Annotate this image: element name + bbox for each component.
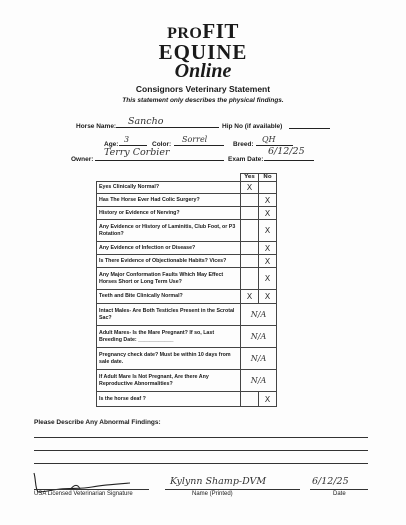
question-label: Has The Horse Ever Had Colic Surgery? xyxy=(97,194,241,207)
no-answer[interactable]: X xyxy=(259,255,277,268)
logo-equine-text: EQUINE xyxy=(158,40,248,64)
no-answer[interactable]: X xyxy=(259,290,277,304)
table-row xyxy=(97,207,277,220)
table-row xyxy=(97,290,277,304)
abnormal-findings-label: Please Describe Any Abnormal Findings: xyxy=(34,419,161,426)
findings-line-3[interactable] xyxy=(34,463,368,464)
yes-answer[interactable] xyxy=(241,207,259,220)
question-label: Any Evidence of Infection or Disease? xyxy=(97,242,241,255)
table-row xyxy=(97,242,277,255)
table-header-row xyxy=(97,174,277,182)
horse-name-label: Horse Name: xyxy=(76,123,117,130)
signature-date-value: 6/12/25 xyxy=(312,476,349,487)
question-label: If Adult Mare Is Not Pregnant, Are there Any Reproductive Abnormalities? xyxy=(97,370,241,392)
age-value: 3 xyxy=(124,135,130,144)
no-header: No xyxy=(259,174,277,182)
question-label: Is the horse deaf ? xyxy=(97,392,241,407)
yes-answer[interactable]: N/A xyxy=(241,326,277,348)
printed-name-label: Name (Printed) xyxy=(192,491,233,497)
no-answer[interactable]: X xyxy=(259,392,277,407)
no-answer[interactable]: X xyxy=(259,194,277,207)
horse-name-value: Sancho xyxy=(128,116,164,127)
hip-no-label: Hip No (if available) xyxy=(222,123,283,130)
no-answer[interactable]: X xyxy=(259,268,277,290)
question-label: Eyes Clinically Normal? xyxy=(97,182,241,194)
findings-line-2[interactable] xyxy=(34,450,368,451)
question-label: Teeth and Bite Clinically Normal? xyxy=(97,290,241,304)
yes-answer[interactable] xyxy=(241,255,259,268)
yes-answer[interactable]: X xyxy=(241,182,259,194)
signature-date-line[interactable] xyxy=(310,489,368,490)
yes-answer[interactable] xyxy=(241,392,259,407)
logo-online-text: Online xyxy=(174,60,232,82)
owner-label: Owner: xyxy=(71,156,94,163)
logo-pro-text: PRO xyxy=(167,25,203,42)
yes-answer[interactable] xyxy=(241,268,259,290)
no-answer[interactable]: X xyxy=(259,242,277,255)
color-label: Color: xyxy=(152,141,172,148)
yes-header: Yes xyxy=(241,174,259,182)
question-label: Is There Evidence of Objectionable Habits? Vices? xyxy=(97,255,241,268)
findings-line-1[interactable] xyxy=(34,437,368,438)
signature-date-label: Date xyxy=(333,491,346,497)
no-answer[interactable]: X xyxy=(259,220,277,242)
table-header-blank xyxy=(97,174,241,182)
table-row xyxy=(97,182,277,194)
question-label: Any Evidence or History of Laminitis, Club Foot, or P3 Rotation? xyxy=(97,220,241,242)
table-row xyxy=(97,268,277,290)
printed-name-value: Kylynn Shamp-DVM xyxy=(170,476,267,487)
exam-date-label: Exam Date: xyxy=(228,156,264,163)
yes-answer[interactable] xyxy=(241,220,259,242)
no-answer[interactable] xyxy=(259,182,277,194)
form-title: Consignors Veterinary Statement xyxy=(135,84,271,94)
age-label: Age: xyxy=(104,141,119,148)
breed-value: QH xyxy=(262,135,276,144)
color-value: Sorrel xyxy=(182,135,208,144)
table-row xyxy=(97,304,277,326)
yes-answer[interactable]: N/A xyxy=(241,370,277,392)
yes-answer[interactable]: N/A xyxy=(241,348,277,370)
table-row xyxy=(97,370,277,392)
findings-table xyxy=(96,173,277,407)
yes-answer[interactable]: X xyxy=(241,290,259,304)
table-row xyxy=(97,326,277,348)
yes-answer[interactable] xyxy=(241,194,259,207)
table-row xyxy=(97,392,277,407)
form-subtitle: This statement only describes the physical findings. xyxy=(122,97,284,104)
no-answer[interactable]: X xyxy=(259,207,277,220)
table-row xyxy=(97,194,277,207)
question-label: Pregnancy check date? Must be within 10 days from sale date. xyxy=(97,348,241,370)
table-row xyxy=(97,348,277,370)
table-row xyxy=(97,220,277,242)
exam-date-value: 6/12/25 xyxy=(268,146,305,157)
proequine-logo xyxy=(0,19,406,82)
table-row xyxy=(97,255,277,268)
yes-answer[interactable]: N/A xyxy=(241,304,277,326)
signature-label: USA Licensed Veterinarian Signature xyxy=(34,491,133,497)
signature-line[interactable] xyxy=(34,489,149,490)
question-label: Any Major Conformation Faults Which May Effect Horses Short or Long Term Use? xyxy=(97,268,241,290)
logo-fit-text: FIT xyxy=(202,19,239,43)
breed-label: Breed: xyxy=(233,141,254,148)
question-label: History or Evidence of Nerving? xyxy=(97,207,241,220)
question-label: Adult Mares- Is the Mare Pregnant? If so, Last Breeding Date: ____________ xyxy=(97,326,241,348)
printed-name-line[interactable] xyxy=(165,489,300,490)
question-label: Intact Males- Are Both Testicles Present in the Scrotal Sac? xyxy=(97,304,241,326)
yes-answer[interactable] xyxy=(241,242,259,255)
hip-no-field[interactable] xyxy=(289,119,330,129)
owner-value: Terry Corbier xyxy=(104,147,170,158)
